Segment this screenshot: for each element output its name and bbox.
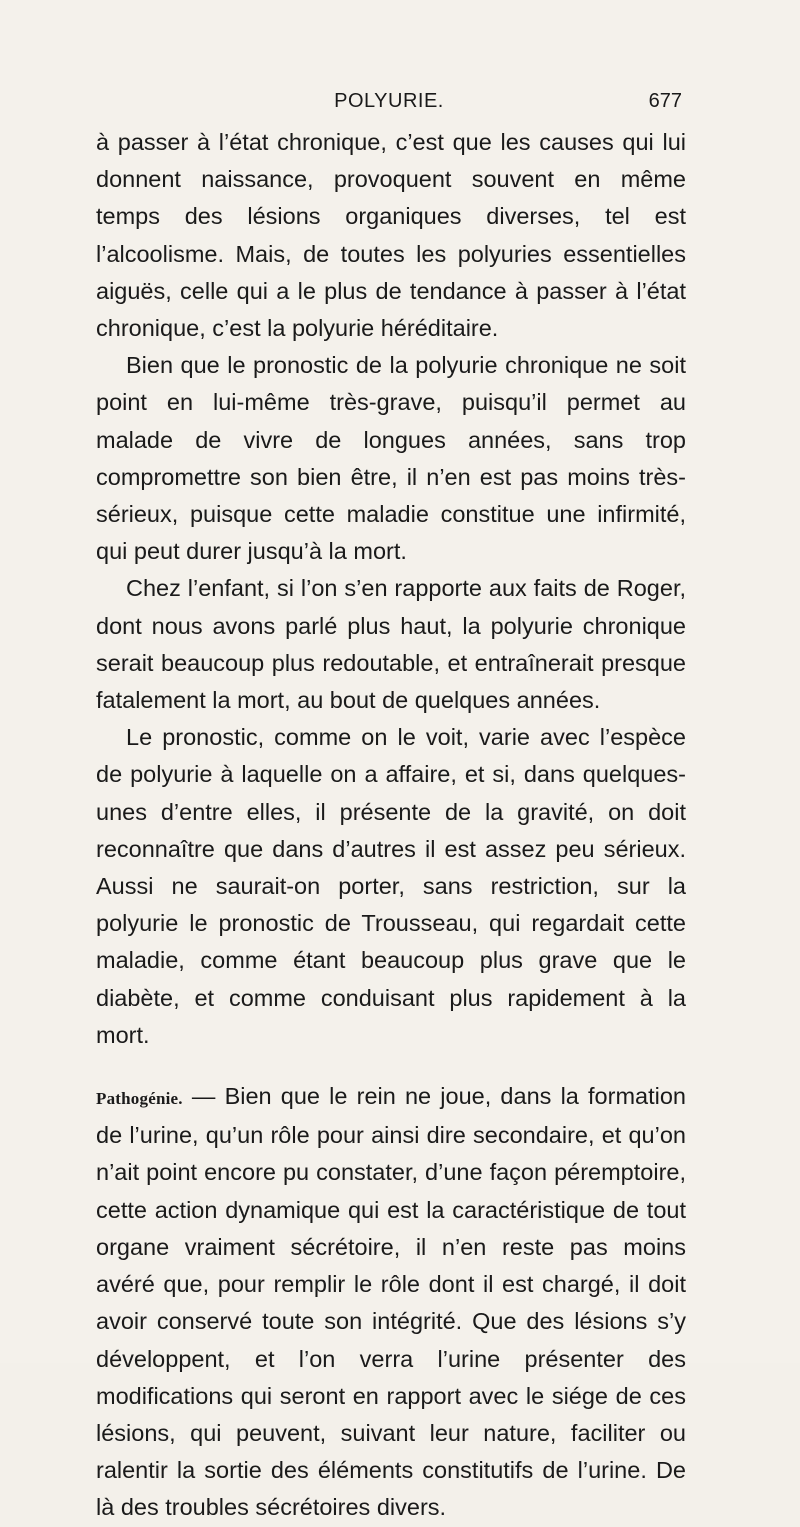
- body-text: [96, 124, 686, 1527]
- paragraph-children: Chez l’enfant, si l’on s’en rapporte aux faits de Roger, dont nous avons parlé plus haut, la polyurie chronique serait beaucoup plus redoutable, et entraînerait presque fatalement la mort, au bout de quelques années.: [96, 575, 686, 714]
- paragraph-pathogenie: [96, 1078, 686, 1526]
- section-text-pathogenie: — Bien que le rein ne joue, dans la formation de l’urine, qu’un rôle pour ainsi dire secondaire, et qu’on n’ait point encore pu constater, d’une façon péremptoire, cette action dynamique qui est la caractéristique de tout organe vraiment sécrétoire, il n’en reste pas moins avéré que, pour remplir le rôle dont il est chargé, il doit avoir conservé toute son intégrité. Que des lésions s’y développent, et l’on verra l’urine présenter des modifications qui seront en rapport avec le siége de ces lésions, qui peuvent, suivant leur nature, faciliter ou ralentir la sortie des éléments constitutifs de l’urine. De là des troubles sécrétoires divers.: [96, 1083, 686, 1521]
- paragraph-prognosis-varies: Le pronostic, comme on le voit, varie avec l’espèce de polyurie à laquelle on a affaire, et si, dans quelques-unes d’entre elles, il présente de la gravité, on doit reconnaître que dans d’autres il est assez peu sérieux. Aussi ne saurait-on porter, sans restriction, sur la polyurie le pronostic de Trousseau, qui regardait cette maladie, comme étant beaucoup plus grave que le diabète, et comme conduisant plus rapidement à la mort.: [96, 724, 686, 1048]
- section-heading-pathogenie: Pathogénie.: [96, 1089, 183, 1109]
- page-number: 677: [648, 90, 682, 112]
- paragraph-prognosis: Bien que le pronostic de la polyurie chronique ne soit point en lui-même très-grave, puisqu’il permet au malade de vivre de longues années, sans trop compromettre son bien être, il n’en est pas moins très-sérieux, puisque cette maladie constitue une infirmité, qui peut durer jusqu’à la mort.: [96, 352, 686, 565]
- running-head: [96, 90, 682, 116]
- running-title: POLYURIE.: [334, 90, 444, 112]
- paragraph-continued: à passer à l’état chronique, c’est que les causes qui lui donnent naissance, provoquent souvent en même temps des lésions organiques diverses, tel est l’alcoolisme. Mais, de toutes les polyuries essentielles aiguës, celle qui a le plus de tendance à passer à l’état chronique, c’est la polyurie héréditaire.: [96, 129, 686, 342]
